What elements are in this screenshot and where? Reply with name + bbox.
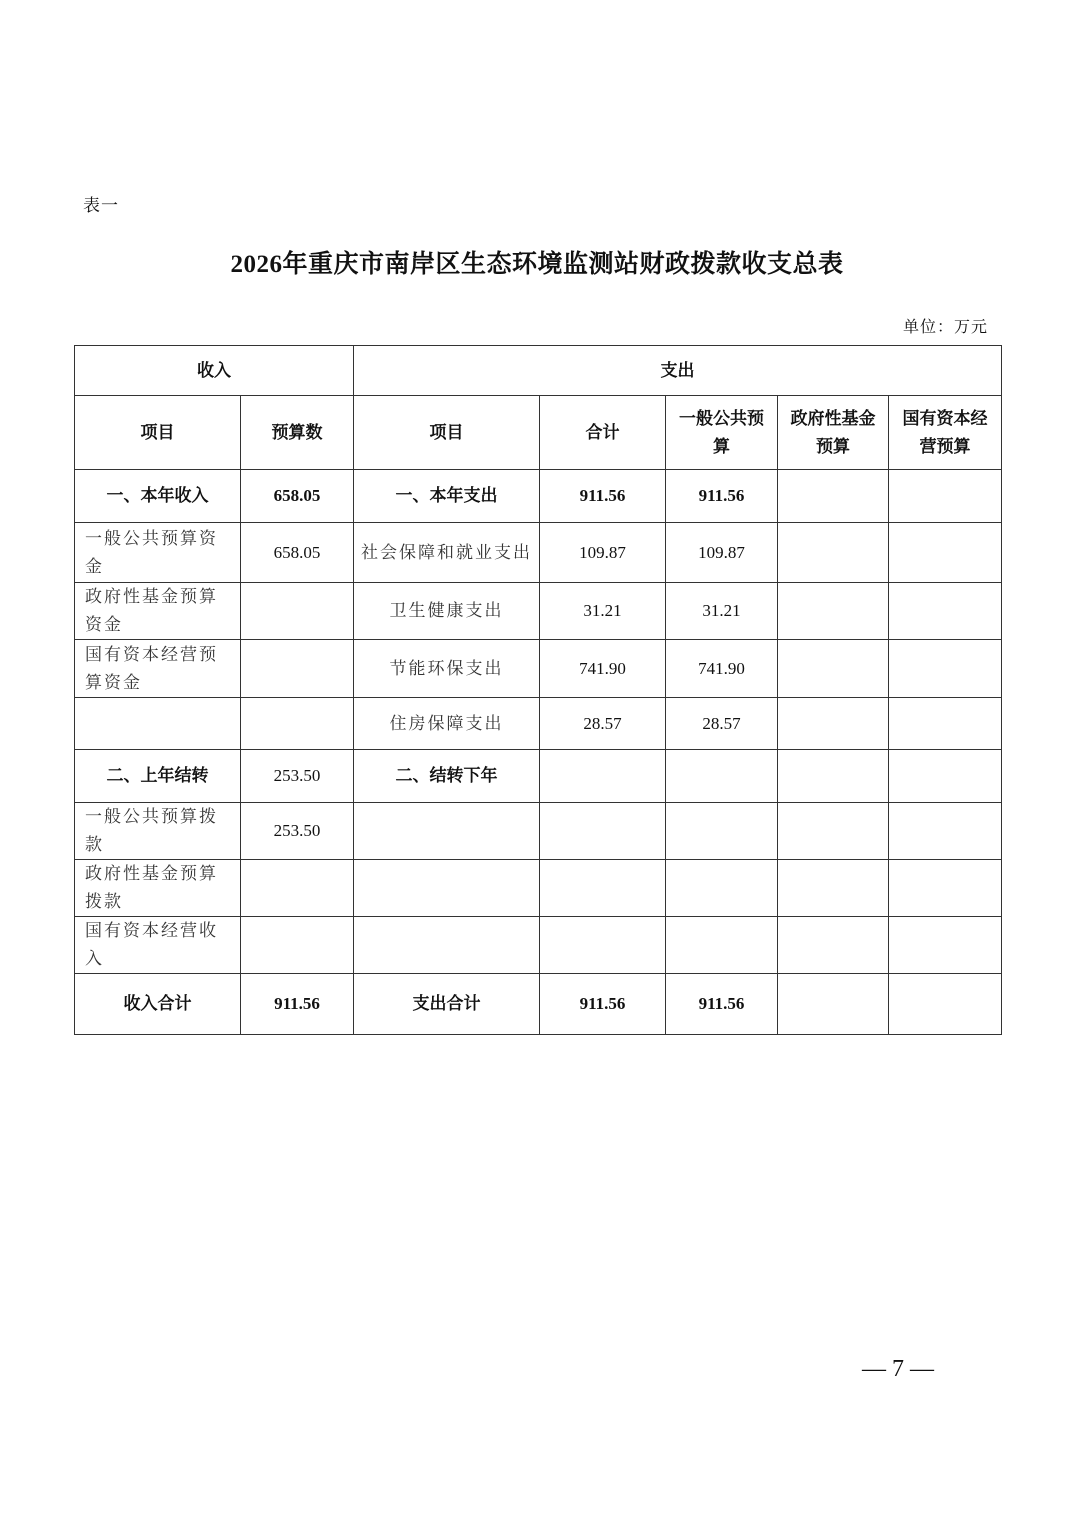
income-group-header: 收入 [75,346,354,396]
general-budget-cell: 28.57 [666,698,778,750]
income-item-cell: 一般公共预算资金 [75,523,241,583]
table-row [75,583,1002,640]
income-total-amount: 911.56 [241,974,354,1035]
state-capital-cell [889,860,1002,917]
general-budget-cell: 911.56 [666,974,778,1035]
state-capital-cell [889,750,1002,803]
income-total-label: 收入合计 [75,974,241,1035]
header-total: 合计 [540,396,666,470]
income-amount-cell [241,640,354,698]
state-capital-cell [889,640,1002,698]
state-capital-cell [889,803,1002,860]
general-budget-cell [666,917,778,974]
income-amount-cell: 253.50 [241,750,354,803]
expense-group-header: 支出 [354,346,1002,396]
state-capital-cell [889,470,1002,523]
gov-fund-cell [778,698,889,750]
expense-item-cell [354,860,540,917]
general-budget-cell: 911.56 [666,470,778,523]
expense-total-label: 支出合计 [354,974,540,1035]
totals-row [75,974,1002,1035]
income-item-cell: 二、上年结转 [75,750,241,803]
gov-fund-cell [778,803,889,860]
gov-fund-cell [778,640,889,698]
general-budget-cell [666,750,778,803]
column-header-row [75,396,1002,470]
total-cell: 741.90 [540,640,666,698]
gov-fund-cell [778,917,889,974]
gov-fund-cell [778,860,889,917]
budget-summary-table [74,345,1002,1035]
unit-label: 单位：万元 [902,319,988,336]
state-capital-cell [889,917,1002,974]
total-cell [540,860,666,917]
header-state-capital-budget: 国有资本经营预算 [889,396,1002,470]
header-income-item: 项目 [75,396,241,470]
gov-fund-cell [778,523,889,583]
state-capital-cell [889,974,1002,1035]
general-budget-cell: 31.21 [666,583,778,640]
general-budget-cell: 741.90 [666,640,778,698]
expense-item-cell: 二、结转下年 [354,750,540,803]
general-budget-cell [666,803,778,860]
header-general-budget: 一般公共预算 [666,396,778,470]
total-cell [540,917,666,974]
gov-fund-cell [778,974,889,1035]
expense-item-cell: 社会保障和就业支出 [354,523,540,583]
gov-fund-cell [778,750,889,803]
income-amount-cell [241,917,354,974]
table-row [75,750,1002,803]
table-row [75,860,1002,917]
expense-item-cell [354,803,540,860]
table-label: 表一 [83,196,119,215]
income-item-cell: 一般公共预算拨款 [75,803,241,860]
income-item-cell: 政府性基金预算资金 [75,583,241,640]
expense-item-cell [354,917,540,974]
table-row [75,523,1002,583]
group-header-row [75,346,1002,396]
state-capital-cell [889,698,1002,750]
header-expense-item: 项目 [354,396,540,470]
income-amount-cell [241,860,354,917]
expense-item-cell: 卫生健康支出 [354,583,540,640]
header-gov-fund-budget: 政府性基金预算 [778,396,889,470]
income-item-cell: 国有资本经营收入 [75,917,241,974]
state-capital-cell [889,523,1002,583]
income-item-cell: 国有资本经营预算资金 [75,640,241,698]
income-amount-cell: 253.50 [241,803,354,860]
page-number: — 7 — [862,1356,934,1382]
gov-fund-cell [778,470,889,523]
table-row [75,698,1002,750]
total-cell: 109.87 [540,523,666,583]
total-cell: 31.21 [540,583,666,640]
table-row [75,803,1002,860]
total-cell: 911.56 [540,470,666,523]
income-amount-cell: 658.05 [241,470,354,523]
income-amount-cell: 658.05 [241,523,354,583]
income-item-cell: 一、本年收入 [75,470,241,523]
total-cell [540,750,666,803]
income-amount-cell [241,583,354,640]
gov-fund-cell [778,583,889,640]
expense-item-cell: 住房保障支出 [354,698,540,750]
general-budget-cell: 109.87 [666,523,778,583]
income-item-cell: 政府性基金预算拨款 [75,860,241,917]
state-capital-cell [889,583,1002,640]
table-row [75,917,1002,974]
total-cell: 911.56 [540,974,666,1035]
expense-item-cell: 节能环保支出 [354,640,540,698]
header-income-budget: 预算数 [241,396,354,470]
general-budget-cell [666,860,778,917]
expense-item-cell: 一、本年支出 [354,470,540,523]
table-row [75,640,1002,698]
income-item-cell [75,698,241,750]
document-title: 2026年重庆市南岸区生态环境监测站财政拨款收支总表 [230,251,844,278]
total-cell: 28.57 [540,698,666,750]
table-row [75,470,1002,523]
income-amount-cell [241,698,354,750]
total-cell [540,803,666,860]
